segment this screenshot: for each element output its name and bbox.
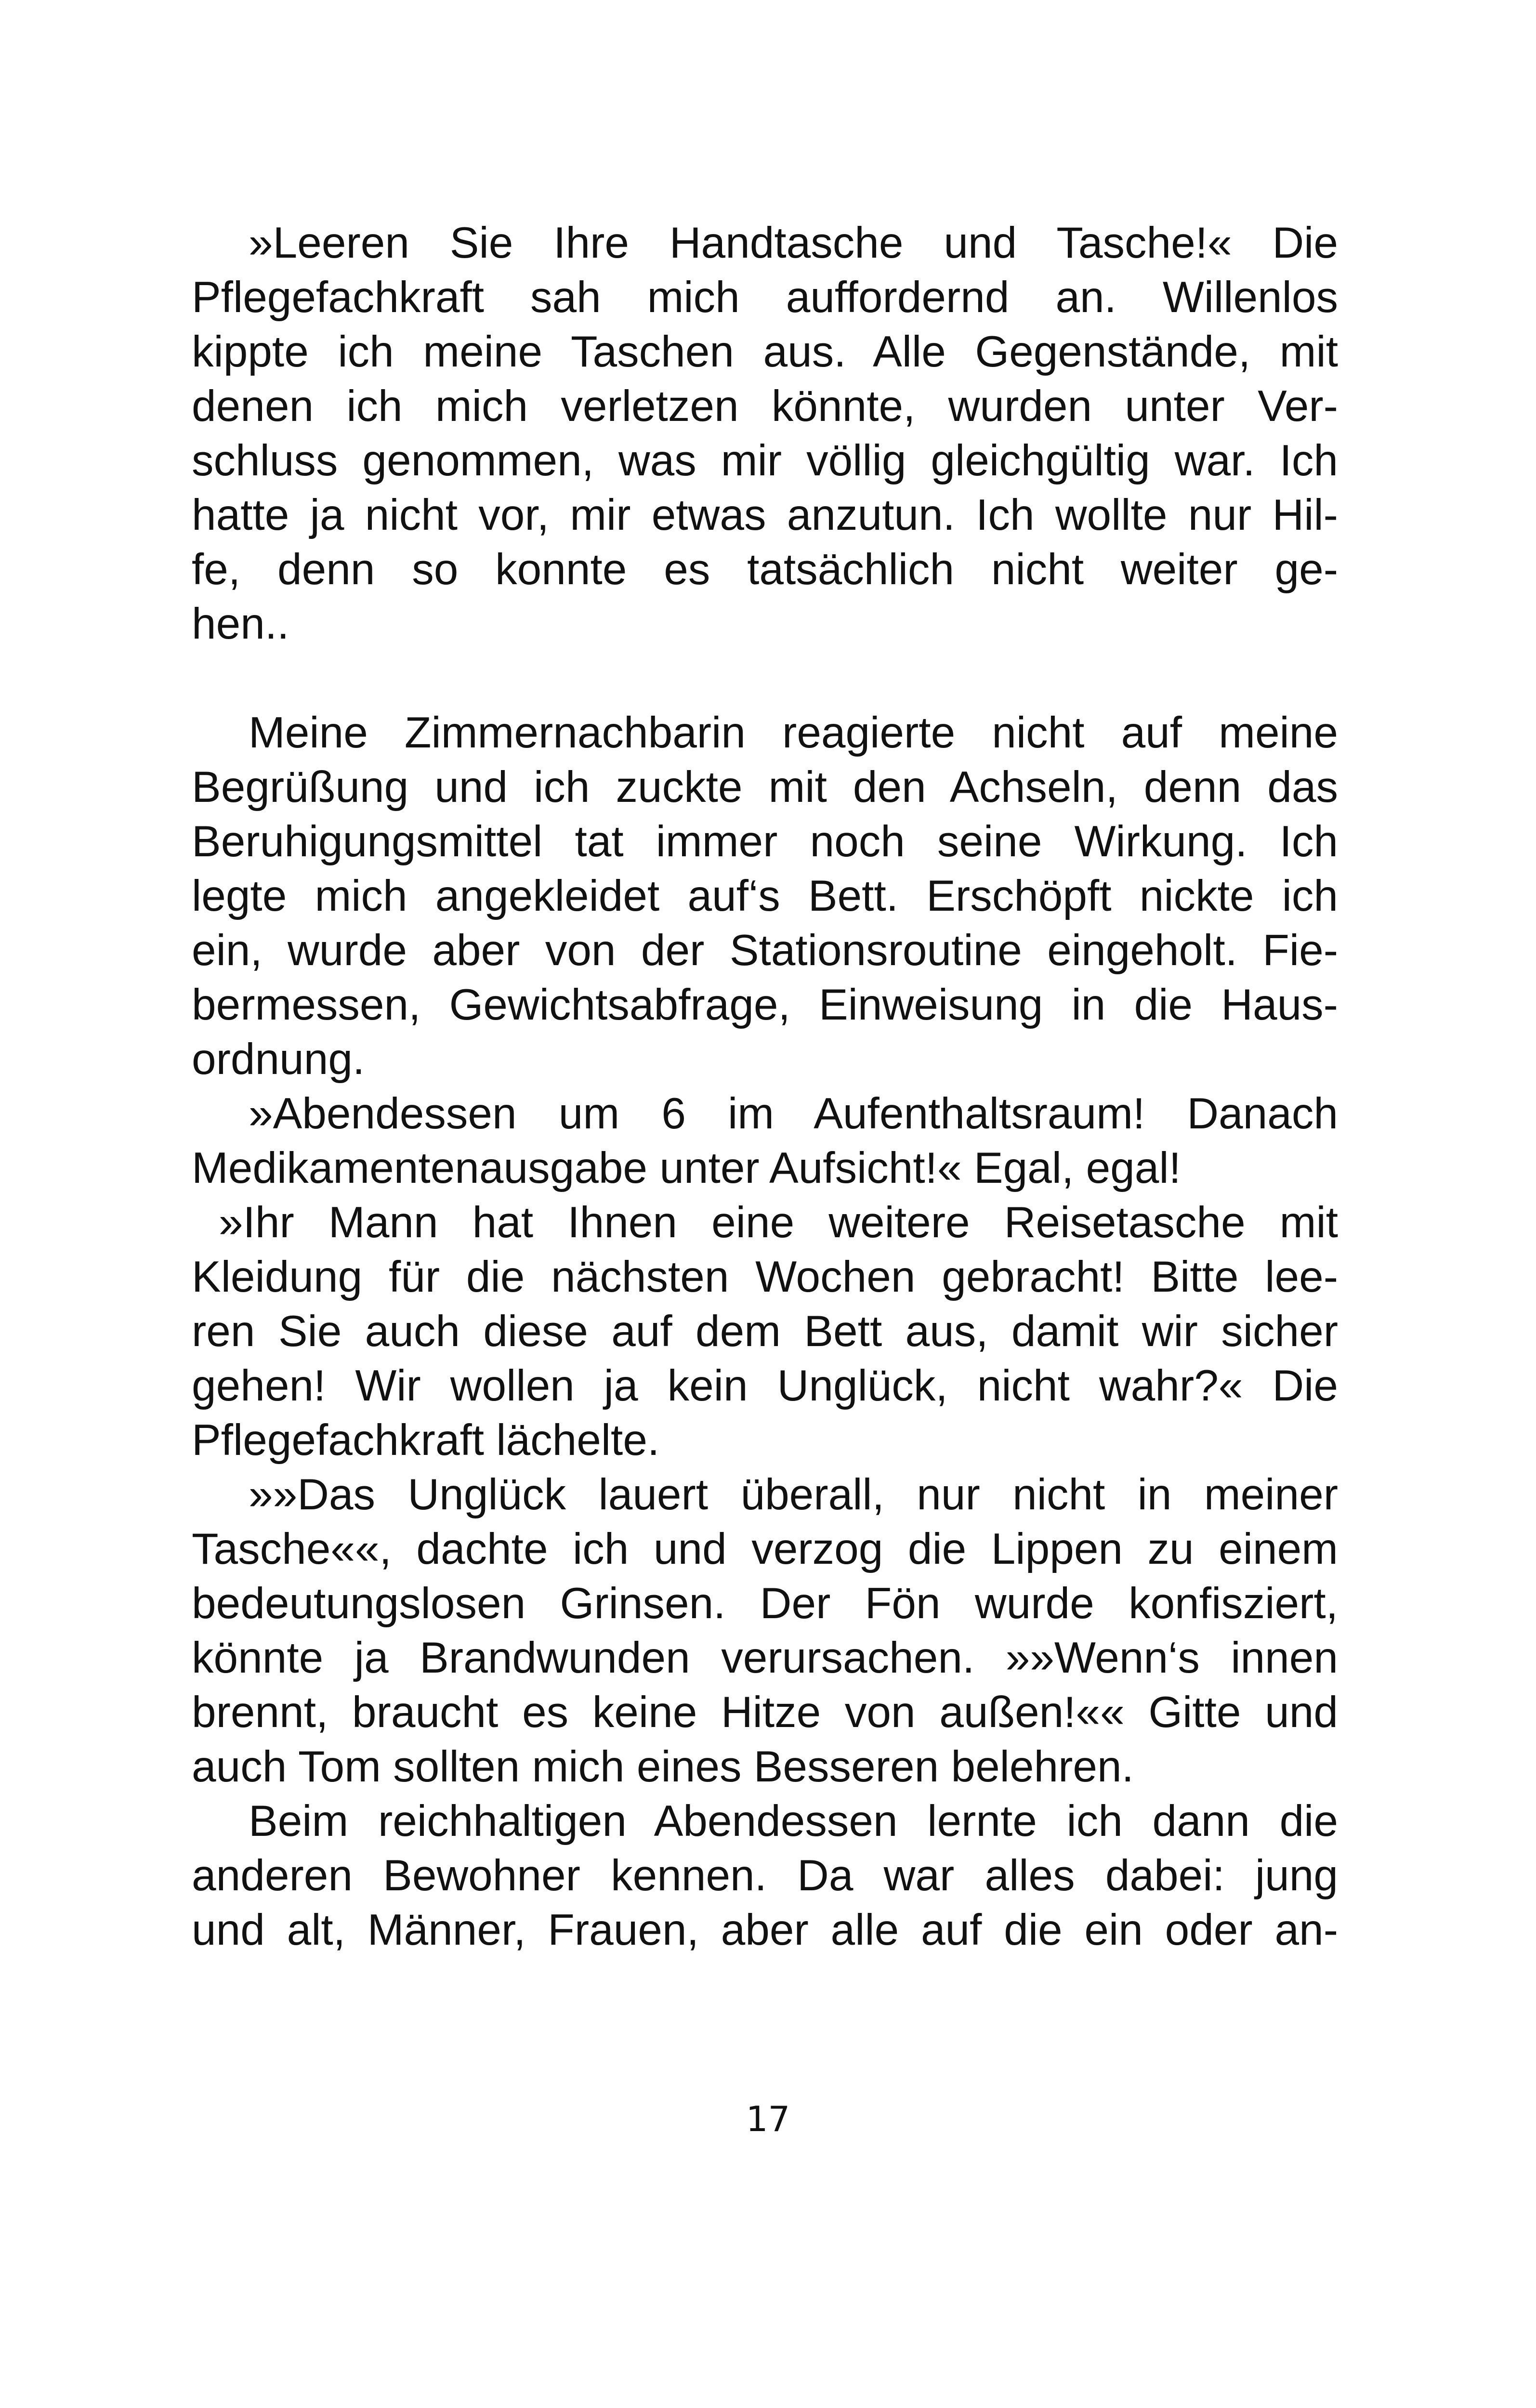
text-line: »Abendessen um 6 im Aufenthaltsraum! Danach [249, 1089, 1338, 1138]
text-line: Pflegefachkraft sah mich auffordernd an. Willenlos [192, 273, 1338, 322]
text-line: schluss genommen, was mir völlig gleichgültig war. Ich [192, 436, 1338, 485]
text-line: Tasche««, dachte ich und verzog die Lippen zu einem [192, 1525, 1338, 1573]
text-line: bermessen, Gewichtsabfrage, Einweisung in die Haus- [192, 981, 1338, 1029]
text-line: Beruhigungsmittel tat immer noch seine Wirkung. Ich [192, 817, 1338, 866]
text-line: könnte ja Brandwunden verursachen. »»Wenn‘s innen [192, 1634, 1338, 1682]
text-line: kippte ich meine Taschen aus. Alle Gegenstände, mit [192, 327, 1338, 376]
text-line: brennt, braucht es keine Hitze von außen!«« Gitte und [192, 1688, 1338, 1737]
text-line: Kleidung für die nächsten Wochen gebracht! Bitte lee- [192, 1253, 1338, 1301]
text-line: legte mich angekleidet auf‘s Bett. Erschöpft nickte ich [192, 872, 1338, 920]
text-line: »Ihr Mann hat Ihnen eine weitere Reisetasche mit [219, 1198, 1338, 1247]
text-line: Begrüßung und ich zuckte mit den Achseln, denn das [192, 763, 1338, 811]
text-line: gehen! Wir wollen ja kein Unglück, nicht wahr?« Die [192, 1361, 1338, 1410]
text-line: und alt, Männer, Frauen, aber alle auf die ein oder an- [192, 1906, 1338, 1954]
text-line: Beim reichhaltigen Abendessen lernte ich dann die [249, 1797, 1338, 1845]
text-line: bedeutungslosen Grinsen. Der Fön wurde konfisziert, [192, 1579, 1338, 1628]
text-line: ein, wurde aber von der Stationsroutine eingeholt. Fie- [192, 926, 1338, 975]
text-line: auch Tom sollten mich eines Besseren belehren. [192, 1742, 1134, 1791]
paragraph-spacer [192, 651, 1338, 706]
text-line: ordnung. [192, 1035, 365, 1084]
text-line: »Leeren Sie Ihre Handtasche und Tasche!« Die [249, 219, 1338, 267]
text-line: Medikamentenausgabe unter Aufsicht!« Egal, egal! [192, 1144, 1181, 1192]
page-number: 17 [746, 2099, 790, 2139]
text-line: fe, denn so konnte es tatsächlich nicht weiter ge- [192, 545, 1338, 594]
text-line: hatte ja nicht vor, mir etwas anzutun. Ich wollte nur Hil- [192, 491, 1338, 539]
text-line: Pflegefachkraft lächelte. [192, 1416, 660, 1465]
text-line: denen ich mich verletzen könnte, wurden unter Ver- [192, 382, 1338, 431]
text-line: ren Sie auch diese auf dem Bett aus, damit wir sicher [192, 1307, 1338, 1356]
text-line: hen.. [192, 600, 289, 648]
text-line: »»Das Unglück lauert überall, nur nicht in meiner [249, 1470, 1338, 1519]
body-text [192, 216, 1338, 1957]
text-line: Meine Zimmernachbarin reagierte nicht auf meine [249, 708, 1338, 757]
text-line: anderen Bewohner kennen. Da war alles dabei: jung [192, 1851, 1338, 1900]
